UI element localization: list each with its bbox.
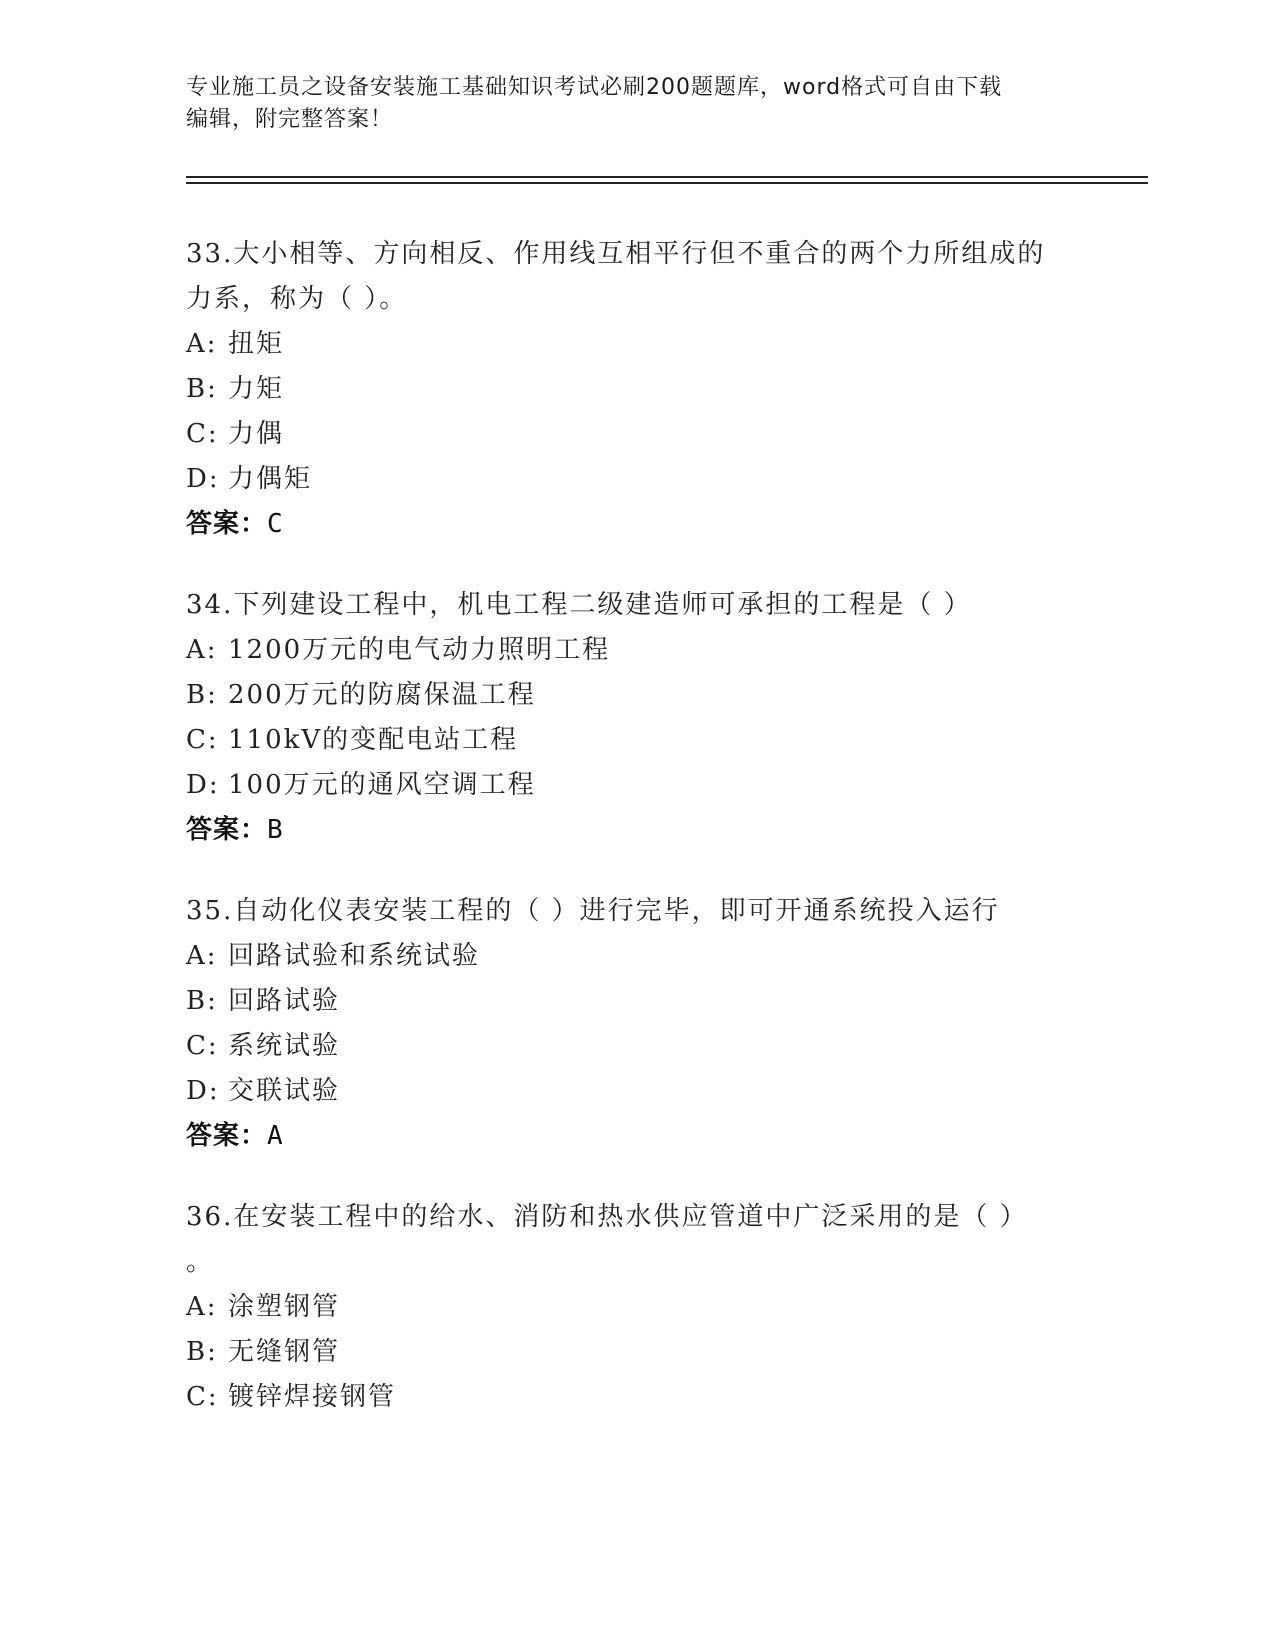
option-text: 系统试验 bbox=[228, 1031, 341, 1061]
answer-option bbox=[186, 763, 1086, 808]
answer-label: 答案： bbox=[186, 1121, 268, 1151]
answer-option bbox=[186, 1285, 1086, 1330]
option-text: 回路试验 bbox=[228, 986, 341, 1016]
answer-value: B bbox=[267, 815, 284, 845]
option-key: B: bbox=[186, 680, 218, 710]
answer-option bbox=[186, 1330, 1086, 1375]
option-text: 回路试验和系统试验 bbox=[228, 941, 481, 971]
question-stem-line: 34.下列建设工程中，机电工程二级建造师可承担的工程是（ ） bbox=[186, 590, 972, 620]
option-text: 镀锌焊接钢管 bbox=[228, 1382, 397, 1412]
document-header bbox=[186, 72, 1086, 136]
option-text: 1200万元的电气动力照明工程 bbox=[228, 635, 611, 665]
option-key: B: bbox=[186, 374, 218, 404]
answer-option bbox=[186, 367, 1086, 412]
header-line-1: 专业施工员之设备安装施工基础知识考试必刷200题题库，word格式可自由下载 bbox=[186, 75, 1003, 100]
answer-option bbox=[186, 979, 1086, 1024]
question-stem-line: 力系，称为（ ）。 bbox=[186, 284, 408, 314]
answer-label: 答案： bbox=[186, 815, 268, 845]
answer-option bbox=[186, 673, 1086, 718]
option-key: B: bbox=[186, 986, 218, 1016]
answer-option bbox=[186, 412, 1086, 457]
option-text: 100万元的通风空调工程 bbox=[228, 770, 536, 800]
answer-option bbox=[186, 718, 1086, 763]
answer-option bbox=[186, 1375, 1086, 1420]
option-key: A: bbox=[186, 1292, 218, 1322]
question-stem bbox=[186, 1195, 1086, 1285]
option-key: A: bbox=[186, 941, 218, 971]
question-block bbox=[186, 232, 1086, 547]
question-stem-line: 36.在安装工程中的给水、消防和热水供应管道中广泛采用的是（ ） bbox=[186, 1202, 1028, 1232]
answer-value: C bbox=[267, 509, 284, 539]
option-key: C: bbox=[186, 419, 219, 449]
option-text: 交联试验 bbox=[228, 1076, 341, 1106]
option-text: 110kV的变配电站工程 bbox=[228, 725, 519, 755]
question-block bbox=[186, 889, 1086, 1159]
answer-line bbox=[186, 808, 1086, 853]
option-key: D: bbox=[186, 770, 220, 800]
answer-option bbox=[186, 628, 1086, 673]
option-text: 无缝钢管 bbox=[228, 1337, 341, 1367]
question-list bbox=[186, 232, 1086, 1456]
header-line-2: 编辑，附完整答案！ bbox=[186, 107, 394, 132]
option-key: A: bbox=[186, 635, 218, 665]
answer-option bbox=[186, 1069, 1086, 1114]
question-stem-line: 35.自动化仪表安装工程的（ ）进行完毕，即可开通系统投入运行 bbox=[186, 896, 1000, 926]
question-stem bbox=[186, 232, 1086, 322]
option-text: 力偶 bbox=[228, 419, 285, 449]
option-key: C: bbox=[186, 1382, 219, 1412]
option-text: 200万元的防腐保温工程 bbox=[228, 680, 536, 710]
question-block bbox=[186, 583, 1086, 853]
question-stem-line: 。 bbox=[186, 1247, 215, 1277]
answer-value: A bbox=[267, 1121, 284, 1151]
answer-option bbox=[186, 457, 1086, 502]
question-stem bbox=[186, 889, 1086, 934]
option-text: 力偶矩 bbox=[228, 464, 313, 494]
option-text: 力矩 bbox=[228, 374, 285, 404]
option-key: C: bbox=[186, 1031, 219, 1061]
header-divider-top bbox=[186, 176, 1148, 178]
option-key: A: bbox=[186, 329, 218, 359]
question-stem-line: 33.大小相等、方向相反、作用线互相平行但不重合的两个力所组成的 bbox=[186, 239, 1046, 269]
option-key: D: bbox=[186, 464, 220, 494]
answer-option bbox=[186, 322, 1086, 367]
answer-option bbox=[186, 934, 1086, 979]
option-key: D: bbox=[186, 1076, 220, 1106]
answer-label: 答案： bbox=[186, 509, 268, 539]
answer-option bbox=[186, 1024, 1086, 1069]
option-text: 涂塑钢管 bbox=[228, 1292, 341, 1322]
header-divider-bottom bbox=[186, 182, 1148, 184]
answer-line bbox=[186, 1114, 1086, 1159]
option-key: B: bbox=[186, 1337, 218, 1367]
answer-line bbox=[186, 502, 1086, 547]
option-key: C: bbox=[186, 725, 219, 755]
question-stem bbox=[186, 583, 1086, 628]
option-text: 扭矩 bbox=[228, 329, 285, 359]
question-block bbox=[186, 1195, 1086, 1420]
